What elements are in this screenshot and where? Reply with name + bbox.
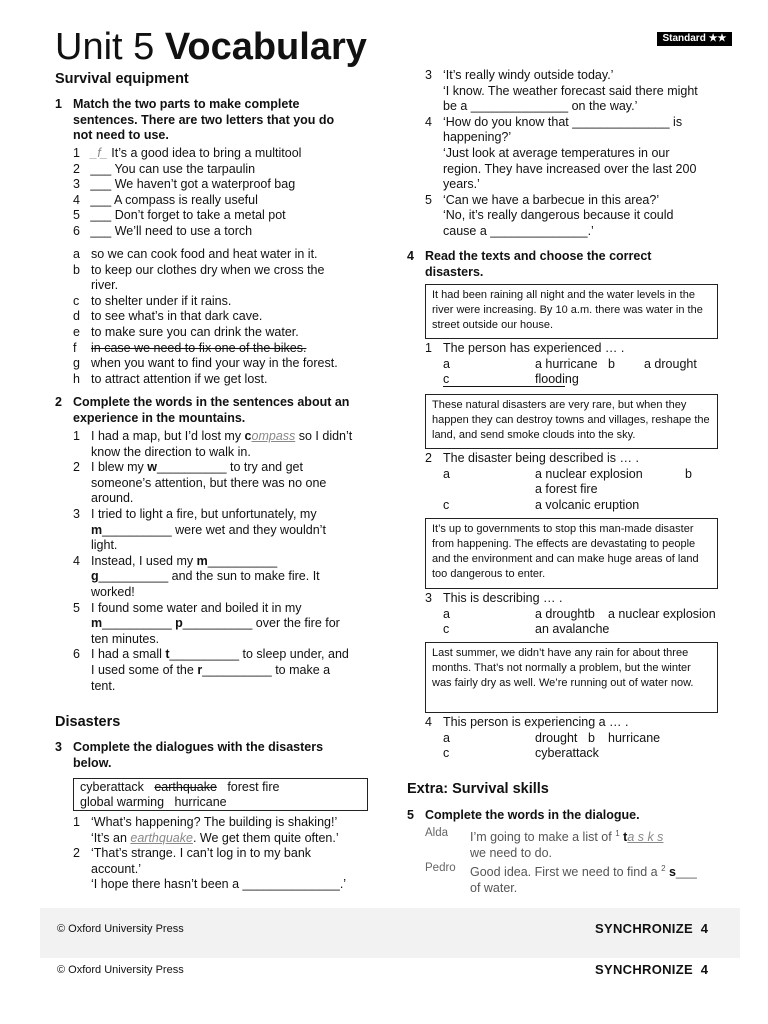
- answer-blank[interactable]: __________: [157, 460, 227, 475]
- brand-logo: SYNCHRONIZE 4: [595, 921, 709, 936]
- option-b[interactable]: a drought: [644, 356, 697, 371]
- option-c[interactable]: an avalanche: [535, 622, 610, 637]
- option-b[interactable]: hurricane: [608, 730, 661, 745]
- question-2: 2 The disaster being described is … . a a nuclear explosion b a forest fire c a volcanic eruption: [425, 451, 725, 513]
- exercise-2-items: [73, 429, 373, 694]
- reading-text-1: It had been raining all night and the water levels in the river were increasing. By 10 a.m. there was water in the street outside our house.: [425, 284, 718, 339]
- dialogue-item: 3 ‘It’s really windy outside today.’ ‘I know. The weather forecast said there might be a ______________ on the way.’: [425, 68, 698, 114]
- exercise-5-instruction: 5 Complete the words in the dialogue.: [407, 808, 640, 822]
- answer-blank[interactable]: __________: [98, 569, 169, 584]
- exercise-3-dialogues-left: [73, 815, 373, 893]
- option-row: c flooding: [443, 372, 579, 387]
- answer-blank[interactable]: __________: [102, 522, 172, 537]
- dialogue-line: Alda I’m going to make a list of $^1$ ta s k s we need to do.: [425, 827, 664, 860]
- option-a[interactable]: a nuclear explosion: [535, 466, 643, 481]
- option-a[interactable]: drought: [535, 730, 578, 745]
- dialogue-item: 2 ‘That’s strange. I can’t log in to my bank account.’ ‘I hope there hasn’t been a ______________.’: [73, 846, 347, 892]
- answer-blank[interactable]: ___: [90, 192, 112, 207]
- exercise-1-instruction: 1 Match the two parts to make complete sentences. There are two letters that you do not need to use.: [55, 97, 335, 143]
- option-c[interactable]: flooding: [535, 372, 579, 387]
- option-item: b to keep our clothes dry when we cross the river.: [73, 262, 325, 293]
- reading-text-3: It’s up to governments to stop this man-made disaster from happening. The effects are devastating to people and the environment and can make huge areas of land too dangerous to enter.: [425, 518, 718, 589]
- dialogue-item: 1 ‘What’s happening? The building is shaking!’ ‘It’s an earthquake. We get them quite often.’: [73, 815, 339, 845]
- exercise-4-instruction: 4 Read the texts and choose the correct disasters.: [407, 249, 652, 279]
- dialogue-item: 4 ‘How do you know that ______________ is happening?’ ‘Just look at average temperatures in our region. They have increased over the last 200 years.’: [425, 114, 697, 192]
- answer-blank[interactable]: __________: [202, 662, 272, 677]
- option-a[interactable]: a hurricane: [535, 356, 598, 371]
- answer-blank[interactable]: __________: [169, 647, 240, 662]
- question-3: 3 This is describing … . a a droughtb a nuclear explosion c an avalanche: [425, 591, 725, 638]
- answer-fill[interactable]: a s k s: [627, 830, 664, 845]
- list-item: 1 I had a map, but I’d lost my compass so I didn’t know the direction to walk in.: [73, 429, 353, 459]
- section-heading-survival: Survival equipment: [55, 71, 189, 87]
- reading-text-4: Last summer, we didn’t have any rain for about three months. That’s not normally a problem, but the winter was fairly dry as well. We’re running out of water now.: [425, 642, 718, 713]
- copyright: © Oxford University Press: [57, 964, 184, 976]
- list-item: 6 I had a small t__________ to sleep under, and I used some of the r__________ to make a tent.: [73, 647, 349, 693]
- answer-blank[interactable]: ___: [90, 161, 112, 176]
- option-item: a so we can cook food and heat water in it.: [73, 247, 318, 261]
- section-heading-extra: Extra: Survival skills: [407, 781, 549, 797]
- list-item: 6 ___ We’ll need to use a torch: [73, 223, 253, 238]
- question-1: 1 The person has experienced … . a a hurricane b a drought c flooding: [425, 341, 725, 388]
- list-item: 5 ___ Don’t forget to take a metal pot: [73, 208, 286, 223]
- list-item: 3 ___ We haven’t got a waterproof bag: [73, 177, 296, 192]
- exercise-3-instruction: 3 Complete the dialogues with the disasters below.: [55, 740, 324, 770]
- option-row: a a droughtb a nuclear explosion: [443, 606, 716, 621]
- dialogue-line: Pedro Good idea. First we need to find a $^2$ s___ of water.: [425, 862, 697, 896]
- answer-blank[interactable]: ___: [675, 865, 697, 880]
- option-item: c to shelter under if it rains.: [73, 293, 232, 308]
- option-item: e to make sure you can drink the water.: [73, 324, 299, 339]
- option-row: c cyberattack: [443, 746, 599, 761]
- option-item: f in case we need to fix one of the bikes.: [73, 340, 307, 355]
- list-item: 4 Instead, I used my m__________ g__________ and the sun to make fire. It worked!: [73, 553, 320, 599]
- brand-logo: SYNCHRONIZE 4: [595, 962, 709, 977]
- answer-blank[interactable]: __________: [207, 553, 278, 568]
- option-item: d to see what’s in that dark cave.: [73, 309, 263, 324]
- list-item: 1 _f_ It’s a good idea to bring a multitool: [73, 146, 302, 160]
- option-b[interactable]: a forest fire: [535, 482, 598, 497]
- answer-blank[interactable]: ___: [90, 177, 112, 192]
- answer-blank[interactable]: __________: [182, 616, 253, 631]
- answer-blank[interactable]: ___: [90, 223, 112, 238]
- option-c[interactable]: a volcanic eruption: [535, 497, 640, 512]
- answer-blank[interactable]: _f_: [90, 146, 108, 160]
- answer-fill[interactable]: ompass: [251, 429, 296, 443]
- answer-blank[interactable]: ___: [90, 208, 112, 223]
- reading-text-2: These natural disasters are very rare, but when they happen they can destroy towns and villages, reshape the land, and send smoke clouds into the sky.: [425, 394, 718, 449]
- option-c[interactable]: cyberattack: [535, 746, 599, 761]
- speaker-name: Alda: [425, 827, 449, 839]
- level-badge: Standard ★★: [657, 32, 732, 46]
- list-item: 2 I blew my w__________ to try and get someone’s attention, but there was no one around.: [73, 460, 327, 506]
- option-b[interactable]: a nuclear explosion: [608, 606, 716, 621]
- exercise-2-instruction: 2 Complete the words in the sentences about an experience in the mountains.: [55, 395, 350, 425]
- answer-blank[interactable]: __________: [102, 616, 172, 631]
- list-item: 5 I found some water and boiled it in my m__________ p__________ over the fire for ten minutes.: [73, 600, 340, 646]
- list-item: 3 I tried to light a fire, but unfortunately, my m__________ were wet and they wouldn’t light.: [73, 506, 326, 553]
- speaker-name: Pedro: [425, 862, 456, 875]
- word-box: cyberattack earthquake forest fire global warming hurricane: [73, 778, 368, 811]
- option-a[interactable]: a droughtb: [535, 606, 595, 621]
- option-row: a a nuclear explosion b: [443, 466, 692, 481]
- list-item: 4 ___ A compass is really useful: [73, 192, 258, 207]
- option-row: a drought b hurricane: [443, 730, 661, 745]
- dialogue-item: 5 ‘Can we have a barbecue in this area?’ ‘No, it’s really dangerous because it could cause a ______________.’: [425, 192, 674, 238]
- option-row: c an avalanche: [443, 622, 610, 637]
- exercise-3-dialogues-right: [425, 68, 725, 240]
- list-item: 2 ___ You can use the tarpaulin: [73, 161, 256, 176]
- option-item: h to attract attention if we get lost.: [73, 371, 268, 386]
- option-row: [425, 482, 725, 498]
- option-item: g when you want to find your way in the forest.: [73, 356, 338, 371]
- answer-fill[interactable]: earthquake: [130, 830, 193, 845]
- exercise-1-items: [73, 146, 301, 240]
- copyright: © Oxford University Press: [57, 923, 184, 935]
- question-4: 4 This person is experiencing a … . a drought b hurricane c cyberattack: [425, 715, 725, 762]
- exercise-1-options: [73, 247, 353, 387]
- option-row: c a volcanic eruption: [443, 497, 640, 512]
- option-row: a a hurricane b a drought: [443, 356, 697, 371]
- section-heading-disasters: Disasters: [55, 714, 121, 730]
- page-title: Unit 5 Vocabulary: [55, 26, 367, 68]
- exercise-5-dialogue: [425, 826, 735, 897]
